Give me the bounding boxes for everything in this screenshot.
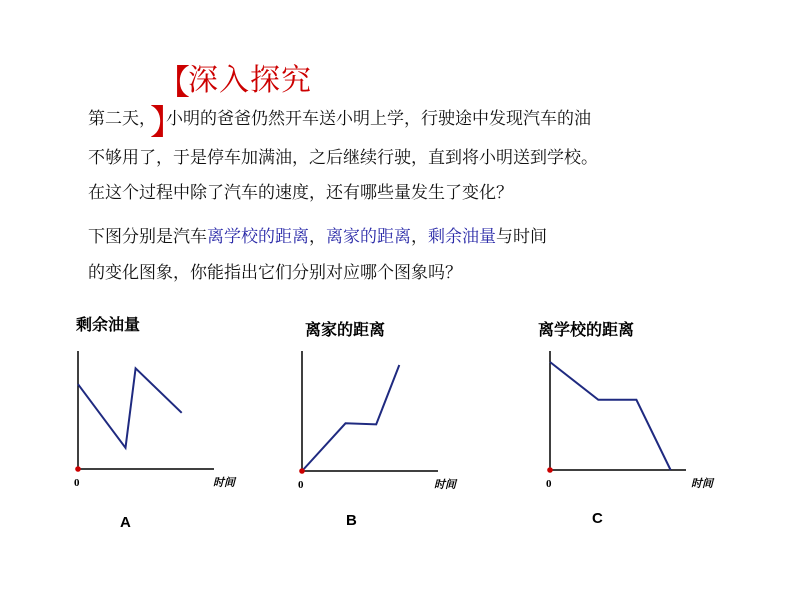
graph-b [292, 345, 472, 495]
graph-a [68, 345, 248, 495]
graph-c-origin-dot [547, 467, 553, 473]
graph-c [540, 345, 730, 495]
graph-b-x-axis-label: 时间 [434, 478, 456, 491]
paragraph2-sep-1: ， [309, 227, 326, 247]
graph-c-line [550, 362, 671, 470]
graph-a-title: 剩余油量 [76, 315, 141, 334]
paragraph2-text-1: 下图分别是汽车 [88, 227, 207, 247]
graph-a-origin-dot [75, 466, 81, 472]
paragraph1-line1 [88, 104, 591, 129]
paragraph2-line2: 的变化图象，你能指出它们分别对应哪个图象吗？ [88, 263, 462, 283]
paragraph2-text-2: 与时间 [496, 227, 547, 247]
paragraph1-line1-b: 小明的爸爸仍然开车送小明上学，行驶途中发现汽车的油 [166, 109, 591, 129]
paragraph1-line1-a: 第二天， [88, 109, 156, 129]
graph-c-origin-label: 0 [546, 478, 552, 490]
graph-a-line [78, 368, 182, 448]
graph-a-letter: A [120, 514, 131, 531]
highlight-remaining-fuel: 剩余油量 [428, 227, 496, 247]
heading-close-bracket: 】 [150, 103, 184, 143]
graph-b-origin-dot [299, 468, 305, 474]
heading-open-bracket: 【 [156, 63, 190, 103]
graph-b-letter: B [346, 512, 357, 529]
heading-title: 深入探究 [188, 63, 312, 98]
graph-c-title: 离学校的距离 [538, 320, 635, 339]
paragraph2-line1 [88, 222, 547, 247]
highlight-school-distance: 离学校的距离 [207, 227, 309, 247]
graph-a-x-axis-label: 时间 [213, 476, 235, 489]
graph-a-origin-label: 0 [74, 477, 80, 489]
graph-b-origin-label: 0 [298, 479, 304, 491]
graph-b-line [302, 365, 399, 471]
paragraph1-line2: 不够用了，于是停车加满油，之后继续行驶，直到将小明送到学校。 [88, 148, 598, 168]
graph-c-letter: C [592, 510, 603, 527]
highlight-home-distance: 离家的距离 [326, 227, 411, 247]
graph-c-x-axis-label: 时间 [691, 477, 713, 490]
paragraph2-sep-2: ， [411, 227, 428, 247]
graph-b-title: 离家的距离 [305, 320, 386, 339]
paragraph1-line3: 在这个过程中除了汽车的速度，还有哪些量发生了变化？ [88, 183, 513, 203]
